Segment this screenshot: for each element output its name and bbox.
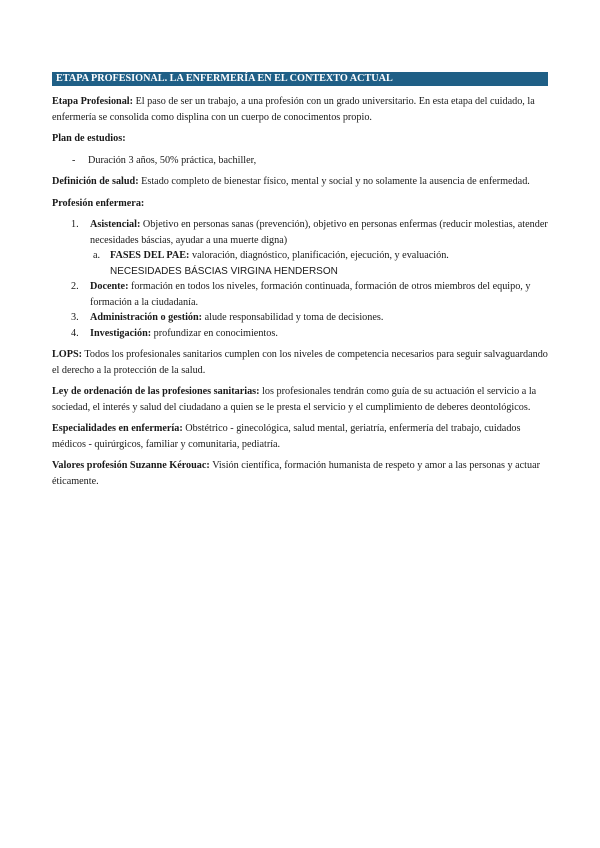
- item-label: Investigación:: [90, 327, 152, 339]
- item-text: formación en todos los niveles, formación continuada, formación de otros miembros del equipo, y formación a la ciudadanía.: [90, 281, 531, 308]
- document-page: [52, 72, 548, 495]
- list-number: 1.: [71, 219, 79, 230]
- list-item-administracion: [52, 310, 548, 326]
- valores-text: Visión científica, formación humanista de respeto y amor a las personas y actuar éticamente.: [52, 460, 541, 487]
- especialidades-paragraph: [52, 421, 548, 452]
- especialidades-text: Obstétrico - ginecológica, salud mental, geriatría, enfermería del trabajo, cuidados médicos - quirúrgicos, familiar y comunitaria, pediatría.: [52, 423, 521, 450]
- plan-heading: Plan de estudios:: [52, 133, 126, 144]
- item-text: alude responsabilidad y toma de decisiones.: [202, 312, 384, 323]
- sub-text: valoración, diagnóstico, planificación, ejecución, y evaluación.: [189, 250, 449, 261]
- sub-marker: a.: [93, 250, 101, 261]
- dash-marker: -: [72, 154, 76, 166]
- especialidades-label: Especialidades en enfermería:: [52, 423, 183, 434]
- item-text: Objetivo en personas sanas (prevención), objetivo en personas enfermas (reducir molestias, atender necesidades báscias, ayudar a una muerte digna): [90, 219, 548, 246]
- ley-text: los profesionales tendrán como guía de su actuación el servicio a la sociedad, el interés y salud del ciudadano a quien se le presta el servicio y el cumplimiento de deberes deontológicos.: [52, 386, 537, 413]
- item-text: profundizar en conocimientos.: [151, 327, 278, 339]
- valores-label: Valores profesión Suzanne Kérouac:: [52, 460, 210, 471]
- etapa-label: Etapa Profesional:: [52, 96, 134, 107]
- list-item-investigacion: [52, 326, 548, 342]
- etapa-paragraph: [52, 94, 548, 125]
- lops-paragraph: [52, 347, 548, 378]
- salud-text: Estado completo de bienestar físico, mental y social y no solamente la ausencia de enfermedad.: [138, 176, 530, 187]
- etapa-text: El paso de ser un trabajo, a una profesión con un grado universitario. En esta etapa del cuidado, la enfermería se consolida como displina con un cuerpo de conocimentos propio.: [52, 96, 535, 123]
- ley-paragraph: [52, 384, 548, 415]
- item-label: Administración o gestión:: [90, 312, 203, 323]
- plan-item-text: Duración 3 años, 50% práctica, bachiller,: [88, 154, 257, 166]
- section-banner: ETAPA PROFESIONAL. LA ENFERMERÍA EN EL CONTEXTO ACTUAL: [52, 72, 548, 86]
- item-label: Asistencial:: [90, 219, 141, 230]
- salud-paragraph: [52, 174, 548, 190]
- sub-line2: NECESIDADES BÁSCIAS VIRGINA HENDERSON: [110, 265, 338, 277]
- ley-label: Ley de ordenación de las profesiones sanitarias:: [52, 386, 260, 397]
- profesion-heading: Profesión enfermera:: [52, 197, 145, 209]
- list-number: 3.: [71, 312, 79, 323]
- valores-paragraph: [52, 458, 548, 489]
- list-item-asistencial: [52, 217, 548, 279]
- sub-item-pae: [90, 248, 548, 279]
- list-number: 4.: [71, 327, 79, 339]
- item-label: Docente:: [90, 281, 129, 292]
- list-number: 2.: [71, 281, 79, 292]
- plan-item: [52, 153, 548, 169]
- profesion-list: [52, 217, 548, 341]
- sub-label: FASES DEL PAE:: [110, 250, 190, 261]
- lops-label: LOPS:: [52, 349, 83, 360]
- salud-label: Definición de salud:: [52, 176, 139, 187]
- lops-text: Todos los profesionales sanitarios cumplen con los niveles de competencia necesarios para seguir salvaguardando el derecho a la protección de la salud.: [52, 349, 548, 376]
- list-item-docente: [52, 279, 548, 310]
